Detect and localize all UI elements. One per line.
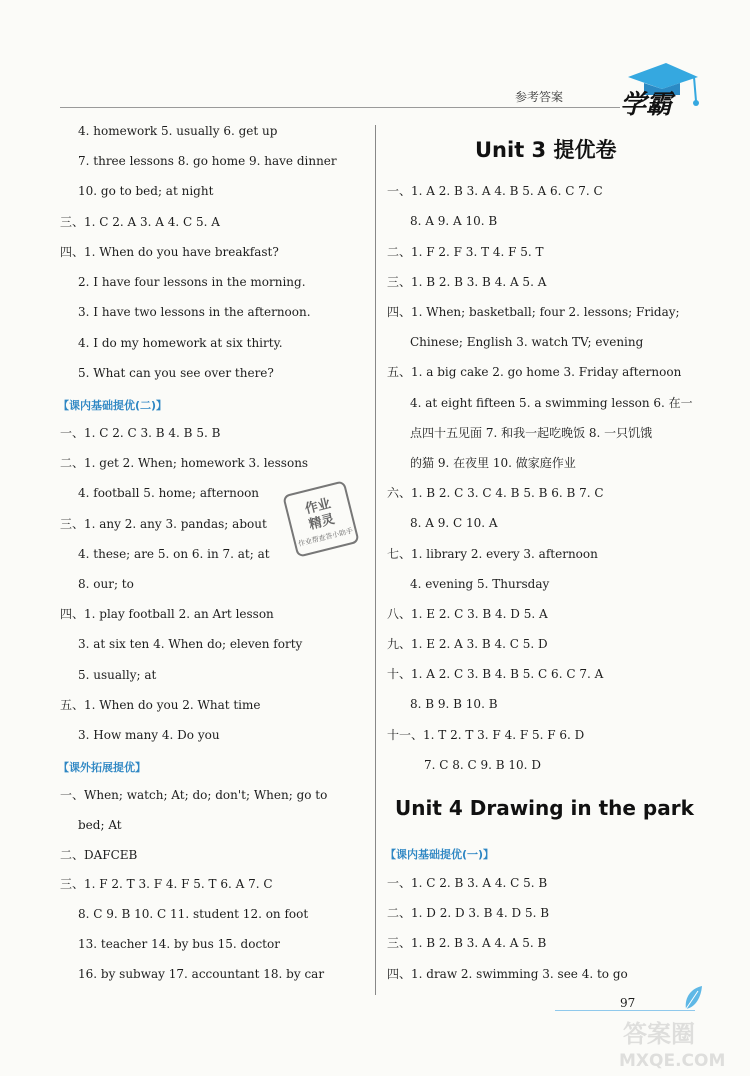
answer-line: 三、1. F 2. T 3. F 4. F 5. T 6. A 7. C bbox=[60, 877, 273, 891]
answer-line: 7. C 8. C 9. B 10. D bbox=[424, 758, 541, 772]
answer-line: 二、1. F 2. F 3. T 4. F 5. T bbox=[387, 245, 544, 259]
answer-line: 八、1. E 2. C 3. B 4. D 5. A bbox=[387, 607, 548, 621]
answer-line: 点四十五见面 7. 和我一起吃晚饭 8. 一只饥饿 bbox=[410, 426, 653, 440]
homework-elf-stamp bbox=[282, 480, 360, 558]
stamp-line1: 作业 bbox=[303, 496, 333, 518]
answer-line: 3. at six ten 4. When do; eleven forty bbox=[78, 637, 303, 651]
logo-text: 学霸 bbox=[620, 90, 673, 120]
answer-line: 三、1. B 2. B 3. A 4. A 5. B bbox=[387, 936, 547, 950]
answer-line: 2. I have four lessons in the morning. bbox=[78, 275, 306, 289]
answer-line: bed; At bbox=[78, 818, 122, 832]
answer-line: 四、1. When; basketball; four 2. lessons; Friday; bbox=[387, 305, 680, 319]
watermark-logo bbox=[615, 1012, 750, 1072]
answer-line: 的猫 9. 在夜里 10. 做家庭作业 bbox=[410, 456, 576, 470]
answer-line: 5. What can you see over there? bbox=[78, 366, 274, 380]
stamp-line3: 作业帮查答小助手 bbox=[297, 526, 354, 549]
answer-line: 8. A 9. C 10. A bbox=[410, 516, 498, 530]
answer-line: 二、1. get 2. When; homework 3. lessons bbox=[60, 456, 309, 470]
answer-line: 4. evening 5. Thursday bbox=[410, 577, 550, 591]
answer-line: 三、1. B 2. B 3. B 4. A 5. A bbox=[387, 275, 547, 289]
answer-line: 10. go to bed; at night bbox=[78, 184, 214, 198]
answer-line: 4. these; are 5. on 6. in 7. at; at bbox=[78, 547, 270, 561]
answer-line: Chinese; English 3. watch TV; evening bbox=[410, 335, 644, 349]
answer-line: 8. our; to bbox=[78, 577, 134, 591]
answer-line: 4. homework 5. usually 6. get up bbox=[78, 124, 278, 138]
unit3-title: Unit 3 提优卷 bbox=[475, 138, 617, 162]
answer-line: 一、When; watch; At; do; don't; When; go to bbox=[60, 788, 328, 802]
page-number: 97 bbox=[620, 996, 636, 1010]
answer-line: 十一、1. T 2. T 3. F 4. F 5. F 6. D bbox=[387, 728, 585, 742]
answer-line: 二、1. D 2. D 3. B 4. D 5. B bbox=[387, 906, 550, 920]
answer-line: 8. A 9. A 10. B bbox=[410, 214, 498, 228]
answer-line: 三、1. any 2. any 3. pandas; about bbox=[60, 517, 267, 531]
answer-line: 四、1. draw 2. swimming 3. see 4. to go bbox=[387, 967, 628, 981]
column-divider bbox=[375, 125, 376, 995]
answer-line: 五、1. When do you 2. What time bbox=[60, 698, 261, 712]
watermark-url: MXQE.COM bbox=[619, 1051, 726, 1071]
answer-line: 4. football 5. home; afternoon bbox=[78, 486, 260, 500]
leaf-icon bbox=[682, 985, 704, 1011]
answer-line: 5. usually; at bbox=[78, 668, 157, 682]
answer-line: 二、DAFCEB bbox=[60, 848, 138, 862]
answer-line: 三、1. C 2. A 3. A 4. C 5. A bbox=[60, 215, 220, 229]
answer-line: 九、1. E 2. A 3. B 4. C 5. D bbox=[387, 637, 548, 651]
unit4-title: Unit 4 Drawing in the park bbox=[395, 796, 694, 820]
answer-line: 8. B 9. B 10. B bbox=[410, 697, 498, 711]
answer-line: 六、1. B 2. C 3. C 4. B 5. B 6. B 7. C bbox=[387, 486, 604, 500]
answer-line: 一、1. C 2. B 3. A 4. C 5. B bbox=[387, 876, 548, 890]
answer-line: 四、1. play football 2. an Art lesson bbox=[60, 607, 274, 621]
footer-rule bbox=[555, 1010, 695, 1011]
section-tag: 【课内基础提优(二)】 bbox=[58, 399, 168, 412]
answer-line: 一、1. A 2. B 3. A 4. B 5. A 6. C 7. C bbox=[387, 184, 603, 198]
answer-line: 4. at eight fifteen 5. a swimming lesson 6. 在一 bbox=[410, 396, 693, 410]
answer-line: 13. teacher 14. by bus 15. doctor bbox=[78, 937, 280, 951]
header-label: 参考答案 bbox=[515, 90, 564, 104]
section-tag: 【课内基础提优(一)】 bbox=[385, 848, 495, 861]
answer-line: 四、1. When do you have breakfast? bbox=[60, 245, 279, 259]
answer-line: 16. by subway 17. accountant 18. by car bbox=[78, 967, 325, 981]
answer-line: 3. I have two lessons in the afternoon. bbox=[78, 305, 311, 319]
answer-line: 七、1. library 2. every 3. afternoon bbox=[387, 547, 598, 561]
watermark-text: 答案圈 bbox=[623, 1020, 695, 1048]
header-rule bbox=[60, 107, 620, 108]
stamp-line2: 精灵 bbox=[307, 511, 337, 533]
section-tag: 【课外拓展提优】 bbox=[58, 761, 146, 774]
answer-line: 五、1. a big cake 2. go home 3. Friday afternoon bbox=[387, 365, 682, 379]
answer-line: 4. I do my homework at six thirty. bbox=[78, 336, 283, 350]
answer-line: 7. three lessons 8. go home 9. have dinner bbox=[78, 154, 337, 168]
answer-line: 一、1. C 2. C 3. B 4. B 5. B bbox=[60, 426, 221, 440]
answer-line: 3. How many 4. Do you bbox=[78, 728, 220, 742]
xueba-logo bbox=[598, 55, 708, 125]
answer-line: 8. C 9. B 10. C 11. student 12. on foot bbox=[78, 907, 309, 921]
answer-line: 十、1. A 2. C 3. B 4. B 5. C 6. C 7. A bbox=[387, 667, 604, 681]
